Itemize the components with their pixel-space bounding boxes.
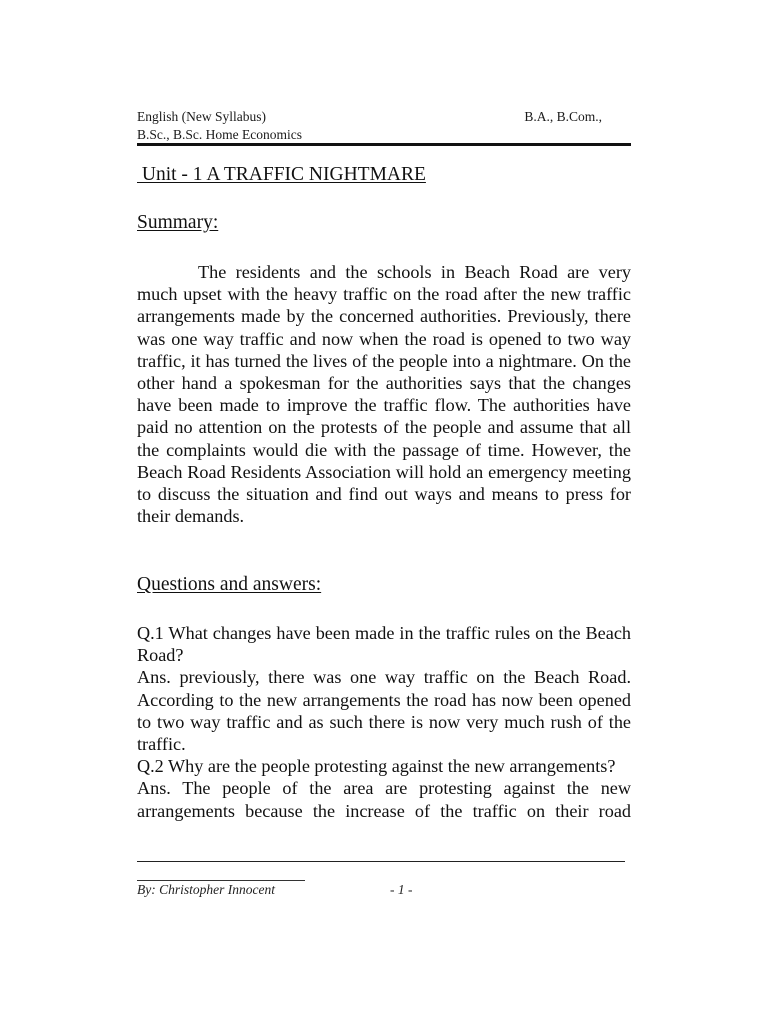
qa-heading: Questions and answers:	[137, 574, 322, 595]
page-number: - 1 -	[390, 882, 413, 897]
unit-title: Unit - 1 A TRAFFIC NIGHTMARE	[137, 164, 426, 185]
header-courses-continued: B.Sc., B.Sc. Home Economics	[137, 127, 302, 142]
footer-author: By: Christopher Innocent	[137, 882, 275, 897]
summary-heading: Summary:	[137, 212, 219, 233]
question-2: Q.2 Why are the people protesting against the new arrangements?	[137, 756, 616, 777]
page-footer	[137, 882, 631, 898]
answer-2: Ans. The people of the area are protesting against the new arrangements because the increase of the traffic on their road	[137, 778, 631, 821]
page-header	[137, 108, 631, 144]
content-bottom-rule	[137, 861, 625, 862]
summary-section	[137, 261, 631, 527]
question-1: Q.1 What changes have been made in the traffic rules on the Beach Road?	[137, 623, 631, 666]
header-courses: B.A., B.Com.,	[524, 109, 602, 124]
qa-section	[137, 622, 631, 822]
answer-1: Ans. previously, there was one way traffic on the Beach Road. According to the new arrangements the road has now been opened to two way traffic and as such there is now very much rush of the traffic.	[137, 667, 631, 755]
header-rule	[137, 143, 631, 146]
footnote-rule	[137, 880, 305, 881]
header-subject: English (New Syllabus)	[137, 109, 266, 124]
summary-paragraph: The residents and the schools in Beach Road are very much upset with the heavy traffic on the road after the new traffic arrangements made by the concerned authorities. Previously, there was one way traffic and now when the road is opened to two way traffic, it has turned the lives of the people into a nightmare. On the other hand a spokesman for the authorities says that the changes have been made to improve the traffic flow. The authorities have paid no attention on the protests of the people and assume that all the complaints would die with the passage of time. However, the Beach Road Residents Association will hold an emergency meeting to discuss the situation and find out ways and means to press for their demands.	[137, 262, 631, 527]
